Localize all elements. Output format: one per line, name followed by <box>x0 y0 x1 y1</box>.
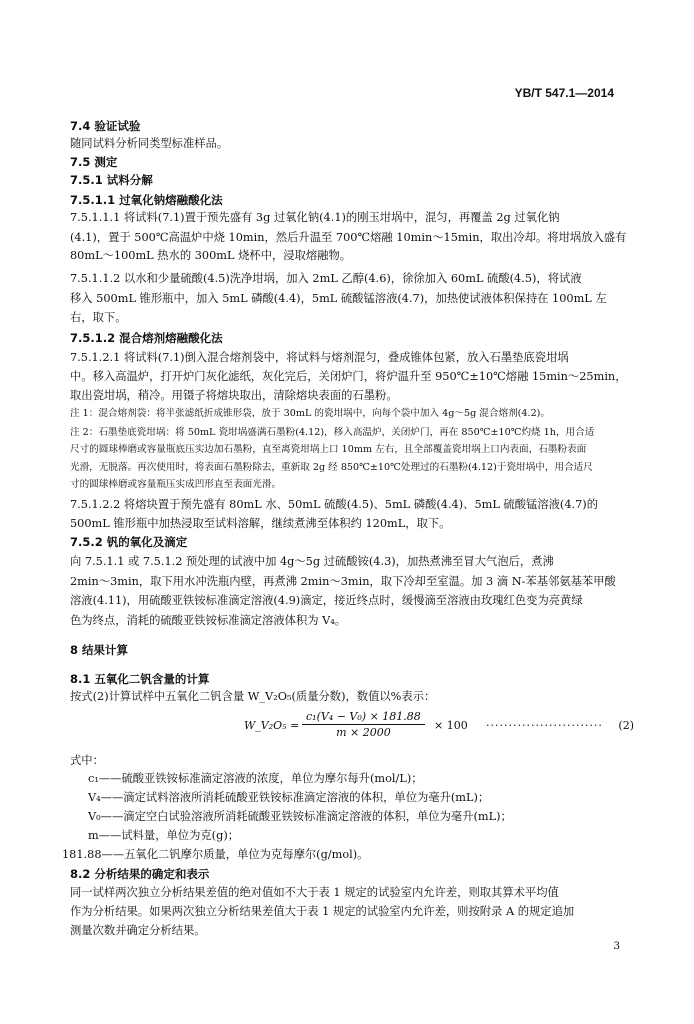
paragraph-line: 7.5.1.1.2 以水和少量硫酸(4.5)洗净坩埚，加入 2mL 乙醇(4.6)，徐徐加入 60mL 硫酸(4.5)，将试液 <box>70 272 582 285</box>
variable-definition: 181.88——五氧化二钒摩尔质量，单位为克每摩尔(g/mol)。 <box>62 848 369 861</box>
section-7-5-1-2-heading: 7.5.1.2 混合熔剂熔融酸化法 <box>70 331 223 345</box>
paragraph-line: 500mL 锥形瓶中加热浸取至试料溶解，继续煮沸至体积约 120mL，取下。 <box>70 517 451 530</box>
section-7-4-heading: 7.4 验证试验 <box>70 119 141 133</box>
paragraph-line: 向 7.5.1.1 或 7.5.1.2 预处理的试液中加 4g～5g 过硫酸铵(4.3)，加热煮沸至冒大气泡后，煮沸 <box>70 555 554 568</box>
paragraph-line: 7.5.1.1.1 将试料(7.1)置于预先盛有 3g 过氧化钠(4.1)的刚玉坩埚中，混匀，再覆盖 2g 过氧化钠 <box>70 211 560 224</box>
variable-definition: V₀——滴定空白试验溶液所消耗硫酸亚铁铵标准滴定溶液的体积，单位为毫升(mL)； <box>88 810 512 823</box>
variable-definition: c₁——硫酸亚铁铵标准滴定溶液的浓度，单位为摩尔每升(mol/L)； <box>88 772 423 785</box>
page-number: 3 <box>613 940 620 952</box>
paragraph-line: (4.1)，置于 500℃高温炉中烧 10min，然后升温至 700℃熔融 10min～15min，取出冷却。将坩埚放入盛有 <box>70 231 627 244</box>
paragraph-line: 按式(2)计算试样中五氧化二钒含量 W_V₂O₅(质量分数)，数值以%表示： <box>70 690 436 703</box>
formula-lhs: W_V₂O₅ = <box>244 719 300 732</box>
paragraph-line: 溶液(4.11)，用硫酸亚铁铵标准滴定溶液(4.9)滴定，接近终点时，缓慢滴至溶液由玫瑰红色变为亮黄绿 <box>70 594 583 607</box>
paragraph-line: 2min～3min，取下用水冲洗瓶内壁，再煮沸 2min～3min，取下冷却至室温。加 3 滴 N-苯基邻氨基苯甲酸 <box>70 575 616 588</box>
section-8-2-heading: 8.2 分析结果的确定和表示 <box>70 867 210 881</box>
section-7-5-1-1-heading: 7.5.1.1 过氧化钠熔融酸化法 <box>70 193 223 207</box>
variable-definition: m——试料量，单位为克(g)； <box>88 829 240 842</box>
leader-dots: ·························· <box>486 719 603 732</box>
paragraph-line: 随同试料分析同类型标准样品。 <box>70 137 229 150</box>
equation-2 <box>244 710 634 746</box>
paragraph-line: 同一试样两次独立分析结果差值的绝对值如不大于表 1 规定的试验室内允许差，则取其算术平均值 <box>70 886 559 899</box>
section-7-5-1-heading: 7.5.1 试料分解 <box>70 173 153 187</box>
fraction-bar <box>302 724 425 725</box>
formula-denominator: m × 2000 <box>336 726 391 739</box>
section-7-5-2-heading: 7.5.2 钒的氧化及滴定 <box>70 535 188 549</box>
formula-fraction <box>302 710 425 739</box>
paragraph-line: 7.5.1.2.2 将熔块置于预先盛有 80mL 水、50mL 硫酸(4.5)、5mL 磷酸(4.4)、5mL 硫酸锰溶液(4.7)的 <box>70 498 598 511</box>
paragraph-line: 移入 500mL 锥形瓶中，加入 5mL 磷酸(4.4)，5mL 硫酸锰溶液(4.7)，加热使试液体积保持在 100mL 左 <box>70 292 607 305</box>
note-line: 注 1：混合熔剂袋：将半张滤纸折成锥形袋，放于 30mL 的瓷坩埚中，向每个袋中加入 4g～5g 混合熔剂(4.2)。 <box>70 408 551 419</box>
paragraph-line: 80mL～100mL 热水的 300mL 烧杯中，浸取熔融物。 <box>70 249 352 262</box>
note-line: 光滑，无脱落。再次使用时，将表面石墨粉除去，重新取 2g 经 850℃±10℃处理过的石墨粉(4.12)于瓷坩埚中，用合适尺 <box>70 462 593 473</box>
paragraph-line: 式中： <box>70 754 104 767</box>
paragraph-line: 7.5.1.2.1 将试料(7.1)倒入混合熔剂袋中，将试料与熔剂混匀，叠成锥体包紧，放入石墨垫底瓷坩埚 <box>70 351 569 364</box>
paragraph-line: 取出瓷坩埚，稍冷。用镊子将熔块取出，清除熔块表面的石墨粉。 <box>70 389 398 402</box>
note-line: 尺寸的圆球棒磨或容量瓶底压实边加石墨粉，直至离瓷坩埚上口 10mm 左右，且全部覆盖瓷坩埚上口内表面，石墨粉表面 <box>70 444 587 455</box>
paragraph-line: 右，取下。 <box>70 311 127 324</box>
formula-numerator: c₁(V₄ − V₀) × 181.88 <box>306 710 421 723</box>
paragraph-line: 测量次数并确定分析结果。 <box>70 924 206 937</box>
formula-factor: × 100 <box>434 719 468 732</box>
paragraph-line: 色为终点，消耗的硫酸亚铁铵标准滴定溶液体积为 V₄。 <box>70 614 347 627</box>
section-8-1-heading: 8.1 五氧化二钒含量的计算 <box>70 672 210 686</box>
note-line: 注 2：石墨垫底瓷坩埚：将 50mL 瓷坩埚盛满石墨粉(4.12)，移入高温炉，关闭炉门，再在 850℃±10℃灼烧 1h，用合适 <box>70 427 595 438</box>
equation-number: (2) <box>618 719 634 732</box>
standard-code: YB/T 547.1—2014 <box>514 86 614 100</box>
note-line: 寸的圆球棒磨或容量瓶压实成凹形直至表面光滑。 <box>70 479 282 490</box>
variable-definition: V₄——滴定试料溶液所消耗硫酸亚铁铵标准滴定溶液的体积，单位为毫升(mL)； <box>88 791 490 804</box>
paragraph-line: 作为分析结果。如果两次独立分析结果差值大于表 1 规定的试验室内允许差，则按附录 A 的规定追加 <box>70 905 575 918</box>
section-7-5-heading: 7.5 测定 <box>70 155 118 169</box>
section-8-heading: 8 结果计算 <box>70 643 129 657</box>
paragraph-line: 中。移入高温炉，打开炉门灰化滤纸，灰化完后，关闭炉门，将炉温升至 950℃±10℃熔融 15min～25min， <box>70 370 627 383</box>
